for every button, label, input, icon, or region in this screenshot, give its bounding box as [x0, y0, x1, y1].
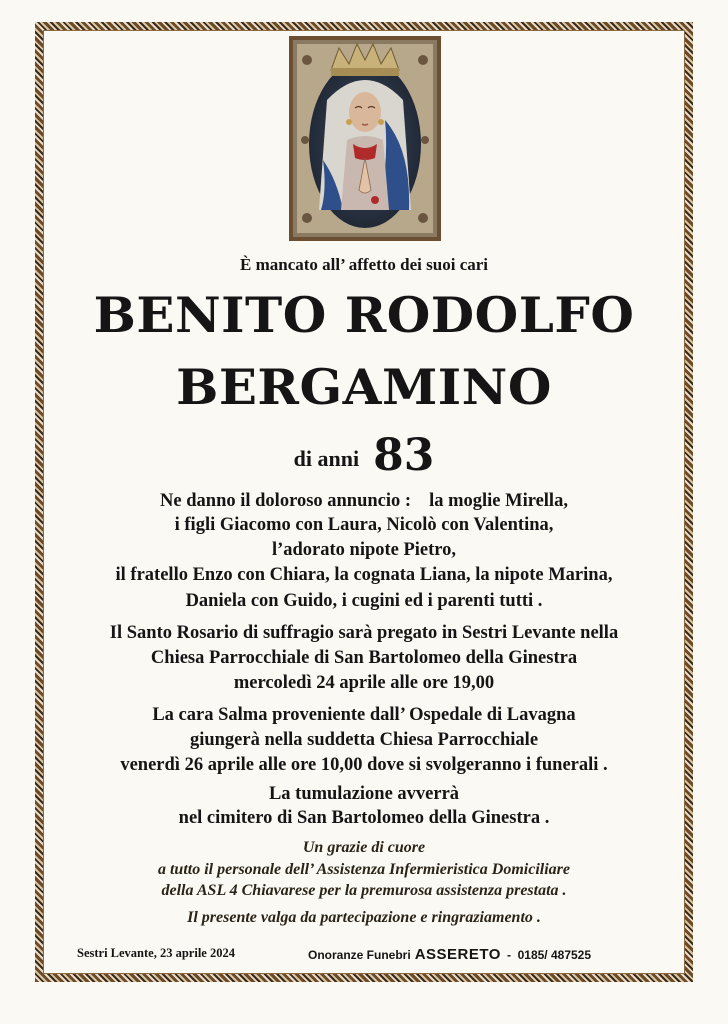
separator: -: [506, 948, 511, 962]
agency-phone: 0185/ 487525: [517, 948, 592, 962]
age-value: 83: [373, 430, 435, 481]
rosary-line-2: Chiesa Parrocchiale di San Bartolomeo della Ginestra: [150, 648, 578, 668]
rosary-line-1: Il Santo Rosario di suffragio sarà pregato in Sestri Levante nella: [109, 623, 619, 643]
announcement-line-2: i figli Giacomo con Laura, Nicolò con Valentina,: [174, 515, 554, 535]
burial-line-2: nel cimitero di San Bartolomeo della Ginestra .: [178, 808, 550, 828]
rosary-line-3: mercoledì 24 aprile alle ore 19,00: [233, 673, 495, 693]
thanks-line-3: della ASL 4 Chiavarese per la premurosa assistenza prestata .: [161, 882, 567, 899]
age-label: di anni: [293, 446, 360, 471]
madonna-praying-icon: [289, 36, 441, 241]
thanks-line-4: Il presente valga da partecipazione e ringraziamento .: [187, 909, 541, 926]
funeral-line-3: venerdì 26 aprile alle ore 10,00 dove si svolgeranno i funerali .: [120, 755, 608, 775]
age-line: [0, 430, 728, 481]
announcement-line-5: Daniela con Guido, i cugini ed i parenti tutti .: [185, 591, 543, 611]
thanks-line-2: a tutto il personale dell’ Assistenza Infermieristica Domiciliare: [157, 861, 570, 878]
funeral-agency: [308, 946, 591, 966]
deceased-first-names: BENITO RODOLFO: [93, 286, 635, 344]
funeral-line-2: giungerà nella suddetta Chiesa Parrocchiale: [189, 730, 539, 750]
deceased-surname: BERGAMINO: [176, 358, 552, 416]
agency-name: ASSERETO: [414, 946, 501, 963]
announcement-intro: Ne danno il doloroso annuncio :: [160, 491, 412, 511]
burial-line-1: La tumulazione avverrà: [268, 784, 460, 804]
place-date: Sestri Levante, 23 aprile 2024: [77, 946, 235, 960]
intro-text: È mancato all’ affetto dei suoi cari: [239, 255, 489, 274]
announcement-line-4: il fratello Enzo con Chiara, la cognata Liana, la nipote Marina,: [115, 565, 613, 585]
funeral-line-1: La cara Salma proveniente dall’ Ospedale di Lavagna: [152, 705, 576, 725]
announcement-line-1: [0, 489, 728, 513]
announcement-line-3: l’adorato nipote Pietro,: [271, 540, 457, 560]
thanks-line-1: Un grazie di cuore: [302, 839, 426, 856]
agency-label: Onoranze Funebri: [308, 948, 411, 962]
announcement-wife: la moglie Mirella,: [429, 491, 568, 511]
